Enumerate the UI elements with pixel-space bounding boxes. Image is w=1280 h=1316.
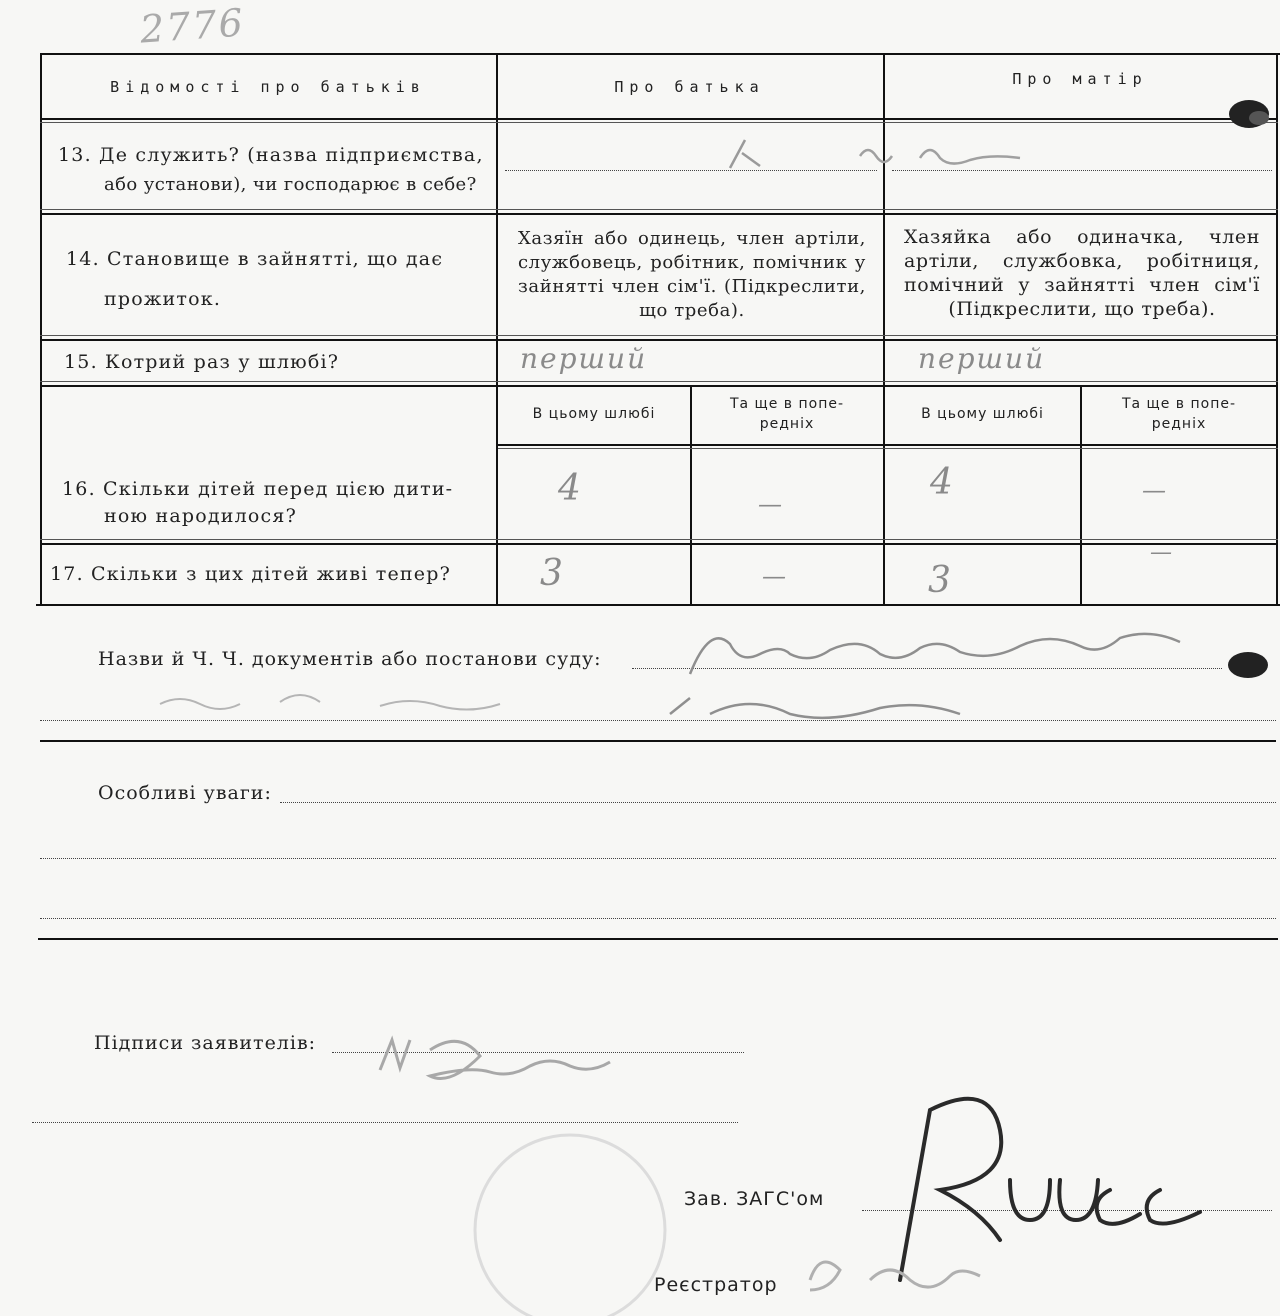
row-divider-subheader (498, 444, 1278, 446)
documents-label: Назви й Ч. Ч. документів або постанови суду: (98, 648, 602, 670)
subheader-father-previous-2: редніх (759, 416, 815, 432)
row14-mother-options: Хазяйка або одиначка, член артіли, службовка, робітниця, помічний у зайнятті член сім'ї (Підкреслити, що треба). (904, 226, 1260, 320)
remarks-label: Особливі уваги: (98, 782, 272, 804)
row-divider-13-thin (40, 209, 1278, 210)
row13-label-line2: або установи), чи господарює в себе? (104, 174, 477, 195)
applicant-signature (370, 1020, 630, 1090)
row17-label: 17. Скільки з цих дітей живі тепер? (50, 563, 451, 585)
row-divider-header (40, 118, 1278, 120)
remarks-line-1 (280, 802, 1276, 803)
row-divider-14 (40, 339, 1278, 341)
remarks-line-2 (40, 858, 1276, 859)
registrar-signature (790, 1240, 990, 1310)
ink-blot-middle (1222, 645, 1276, 685)
row16-label-line1: 16. Скільки дітей перед цією дити- (62, 478, 454, 500)
row17-mother-this: 3 (928, 560, 953, 601)
row14-label-line2: прожиток. (104, 288, 222, 310)
row16-father-prev: — (758, 490, 784, 518)
row-divider-15-thin (40, 381, 1278, 382)
row17-father-this: 3 (540, 553, 565, 594)
row-divider-16 (40, 543, 1278, 545)
row-divider-13 (40, 213, 1278, 215)
documents-handwriting (150, 614, 1230, 738)
row-divider-14-thin (40, 335, 1278, 336)
row-divider-16-thin (40, 539, 1278, 540)
row-divider-15 (40, 385, 1278, 387)
row14-father-options: Хазяїн або одинець, член артіли, службовець, робітник, помічник у зайнятті член сім'ї. (Підкреслити, що треба). (518, 228, 866, 321)
row-divider-header-thin (40, 122, 1278, 123)
header-mother: Про матір (1012, 70, 1148, 88)
marginalia-number: 2776 (138, 0, 247, 52)
table-bottom-border (36, 604, 1280, 606)
faint-stamp (460, 1120, 680, 1316)
zags-head-label: Зав. ЗАГС'ом (684, 1188, 825, 1210)
ink-blot-top (1215, 92, 1277, 136)
row17-mother-prev: — (1150, 540, 1174, 565)
row16-father-this: 4 (558, 468, 583, 509)
row16-mother-this: 4 (930, 462, 955, 503)
remarks-section-divider (38, 938, 1278, 940)
registrar-label: Реєстратор (654, 1274, 778, 1296)
subheader-father-previous-1: Та ще в попе- (729, 396, 845, 412)
row15-father-value: перший (520, 342, 648, 375)
row15-mother-value: перший (918, 342, 1046, 375)
table-top-border (40, 53, 1280, 55)
applicants-signatures-label: Підписи заявителів: (94, 1032, 317, 1054)
subheader-father-this-marriage: В цьому шлюбі (532, 406, 656, 422)
row16-mother-prev: — (1142, 476, 1168, 504)
row16-label-line2: ною народилося? (104, 505, 297, 527)
column-divider-label (496, 53, 498, 606)
row13-label-line1: 13. Де служить? (назва підприємства, (58, 144, 484, 166)
row17-father-prev: — (762, 562, 788, 590)
documents-section-divider (40, 740, 1276, 742)
column-divider-father-sub (690, 385, 692, 606)
row13-handwritten-mark (720, 128, 1030, 178)
subheader-mother-previous-1: Та ще в попе- (1121, 396, 1237, 412)
subheader-mother-this-marriage: В цьому шлюбі (921, 406, 1044, 422)
remarks-line-3 (40, 918, 1276, 919)
table-left-border (40, 53, 42, 606)
header-info-label: Відомості про батьків (110, 78, 426, 96)
row14-label-line1: 14. Становище в зайнятті, що дає (66, 248, 444, 270)
subheader-mother-previous-2: редніх (1151, 416, 1207, 432)
header-father: Про батька (614, 78, 765, 96)
column-divider-mother-sub (1080, 385, 1082, 606)
row-divider-subheader-thin (498, 448, 1278, 449)
row15-label: 15. Котрий раз у шлюбі? (64, 351, 340, 373)
